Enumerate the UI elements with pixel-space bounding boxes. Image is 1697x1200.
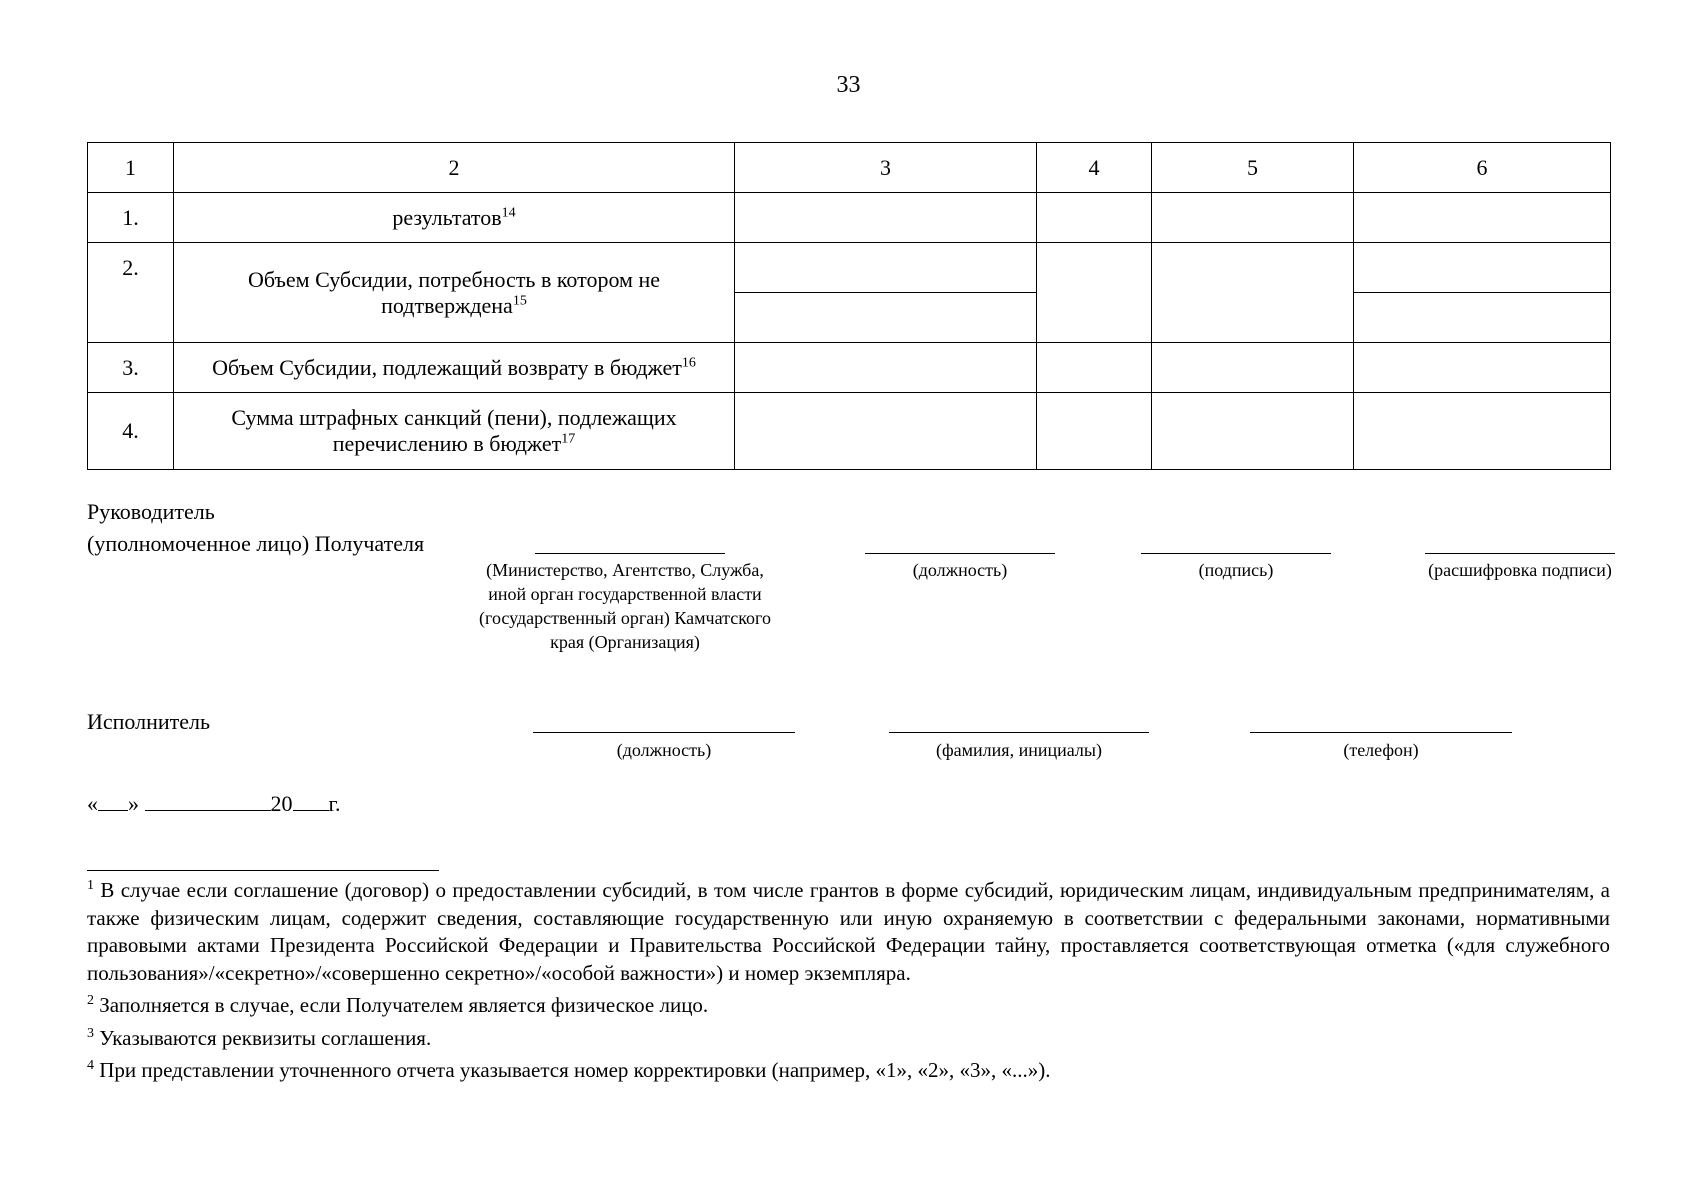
column-header: 4 (1037, 143, 1152, 193)
table-cell (1152, 243, 1354, 343)
organization-line (535, 553, 725, 554)
table-cell (1152, 343, 1354, 393)
column-header: 3 (735, 143, 1037, 193)
table-cell (735, 343, 1037, 393)
table-cell (1152, 393, 1354, 470)
table-cell (1354, 393, 1611, 470)
position-line (865, 553, 1055, 554)
position-caption: (должность) (912, 560, 1008, 580)
footnotes (87, 872, 1610, 1085)
footnote: $^3$ Указываются реквизиты соглашения. (87, 1025, 432, 1050)
row-number: 4. (88, 393, 174, 470)
column-header: 2 (174, 143, 735, 193)
footnote-separator (87, 870, 439, 871)
year-prefix: 20 (270, 791, 293, 816)
report-table (87, 142, 1611, 470)
column-header: 1 (88, 143, 174, 193)
row-number: 1. (88, 193, 174, 243)
organization-caption: (Министерство, Агентство, Служба, иной орган государственной власти (государственный орган) Камчатского края (Организация) (479, 560, 771, 652)
recipient-label: (уполномоченное лицо) Получателя (87, 531, 425, 556)
footnote-ref: 17 (561, 431, 576, 447)
row-description: Сумма штрафных санкций (пени), подлежащих перечислению в бюджет$^{17}$ (174, 393, 735, 470)
table-cell (1354, 293, 1611, 343)
table-cell (1037, 393, 1152, 470)
signature-line (1141, 553, 1331, 554)
executor-position-caption: (должность) (616, 740, 712, 760)
footnote: $^4$ При представлении уточненного отчета указывается номер корректировки (например, «1», «2», «3», «...»). (87, 1058, 1051, 1082)
footnote-ref: 14 (501, 205, 516, 221)
column-header: 5 (1152, 143, 1354, 193)
row-number: 2. (88, 243, 174, 343)
signature-decoding-caption: (расшифровка подписи) (1428, 560, 1612, 580)
table-cell (735, 393, 1037, 470)
executor-phone-caption: (телефон) (1343, 740, 1419, 760)
head-label: Руководитель (87, 499, 215, 524)
year-suffix: г. (328, 791, 341, 816)
table-cell (735, 243, 1037, 293)
row-description: Объем Субсидии, потребность в котором не подтверждена$^{15}$ (174, 243, 735, 343)
table-cell (1354, 193, 1611, 243)
table-cell (1354, 243, 1611, 293)
executor-name-line (889, 732, 1149, 733)
executor-name-caption: (фамилия, инициалы) (936, 740, 1102, 760)
signature-decoding-line (1425, 553, 1615, 554)
quote-close: » (128, 791, 139, 816)
table-cell (735, 293, 1037, 343)
page-number: 33 (836, 72, 861, 98)
row-description: Объем Субсидии, подлежащий возврату в бюджет$^{16}$ (174, 343, 735, 393)
executor-label: Исполнитель (87, 709, 211, 734)
column-header: 6 (1354, 143, 1611, 193)
quote-open: « (87, 791, 98, 816)
executor-phone-line (1250, 732, 1512, 733)
footnote-ref: 16 (681, 355, 696, 371)
table-row (88, 243, 1611, 293)
table-cell (1037, 193, 1152, 243)
table-cell (735, 193, 1037, 243)
table-row (88, 193, 1611, 243)
footnote-ref: 15 (512, 293, 527, 309)
footnote: $^1$ В случае если соглашение (договор) о предоставлении субсидий, в том числе грантов в форме субсидий, юридическим лицам, индивидуальным предпринимателям, а также физическим лицам, содержит сведения, составляющие государственную или иную охраняемую в соответствии с федеральными законами, нормативными правовыми актами Президента Российской Федерации и Правительства Российской Федерации тайну, проставляется соответствующая отметка («для служебного пользования»/«секретно»/«совершенно секретно»/«особой важности») и номер экземпляра. (87, 878, 1611, 985)
signature-caption: (подпись) (1198, 560, 1274, 580)
table-cell (1152, 193, 1354, 243)
footnote: $^2$ Заполняется в случае, если Получателем является физическое лицо. (87, 993, 709, 1017)
table-header-row (88, 143, 1611, 193)
table-cell (1037, 343, 1152, 393)
table-cell (1354, 343, 1611, 393)
row-number: 3. (88, 343, 174, 393)
executor-position-line (533, 732, 795, 733)
day-blank (98, 788, 128, 811)
table-cell (1037, 243, 1152, 343)
date-line (87, 788, 341, 817)
month-blank (145, 788, 271, 811)
table-row (88, 393, 1611, 470)
year-blank (293, 788, 329, 811)
table-row (88, 343, 1611, 393)
row-description: результатов$^{14}$ (174, 193, 735, 243)
